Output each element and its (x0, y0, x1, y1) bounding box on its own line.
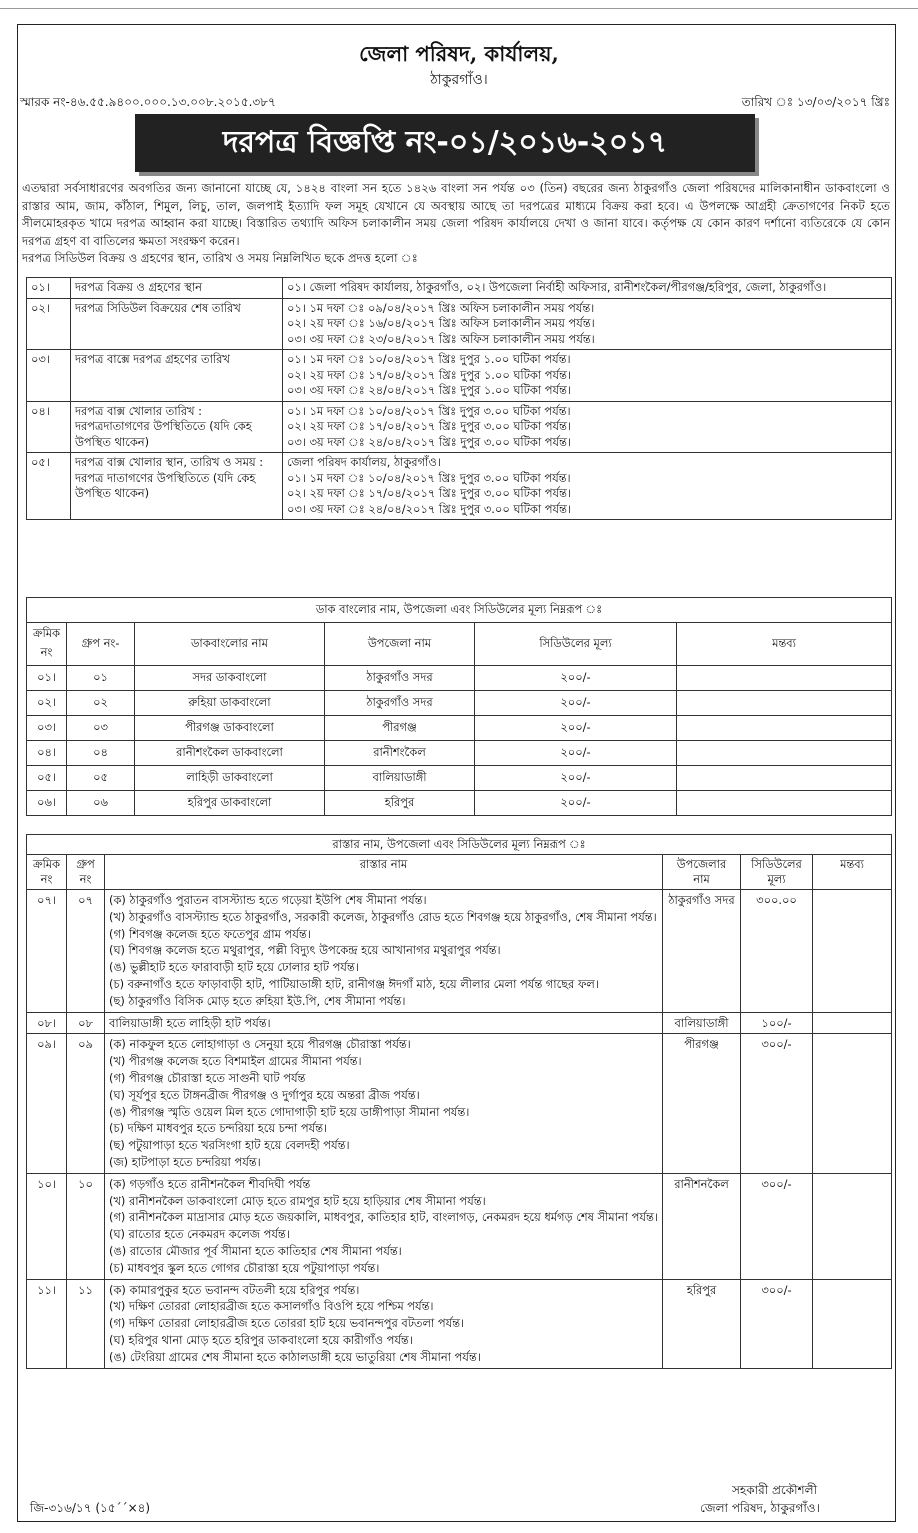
schedule-line: ০১। ১ম দফা ঃ ১০/০৪/২০১৭ খ্রিঃ দুপুর ৩.০০ ঘটিকা পর্যন্ত। (287, 470, 571, 485)
dakbungalow-cell: রুহিয়া ডাকবাংলো (135, 691, 325, 716)
dakbungalow-cell: লাহিড়ী ডাকবাংলো (135, 766, 325, 791)
road-line: (খ) পীরগঞ্জ কলেজ হতে বিশমাইল গ্রামের সীমানা পর্যন্ত। (109, 1054, 362, 1069)
dakbungalow-cell: পীরগঞ্জ ডাকবাংলো (135, 716, 325, 741)
road-names (105, 1012, 663, 1034)
schedule-line: ০১। ১ম দফা ঃ ১০/০৪/২০১৭ খ্রিঃ দুপুর ৩.০০ ঘটিকা পর্যন্ত। (287, 403, 571, 418)
road-line: (চ) দক্ষিণ মাধবপুর হতে চন্দরিয়া হয়ে চন্দা পর্যন্ত। (109, 1121, 328, 1136)
road-line: (ঙ) টেংরিয়া গ্রামের শেষ সীমানা হতে কাঠালডাঙ্গী হয়ে ভাতুরিয়া শেষ সীমানা পর্যন্ত। (109, 1349, 481, 1364)
dakbungalow-header: সিডিউলের মূল্য (475, 623, 677, 666)
dakbungalow-cell (677, 691, 892, 716)
schedule-no: ০৪। (27, 401, 71, 453)
dakbungalow-cell: ০২। (27, 691, 67, 716)
road-line: (ঙ) রাতোর মৌজার পূর্ব সীমানা হতে কাতিহার শেষ সীমানা পর্যন্ত। (109, 1243, 402, 1258)
office-place: ঠাকুরগাঁও। (430, 72, 488, 88)
road-no: ০৮। (27, 1012, 67, 1034)
road-upazila: ঠাকুরগাঁও সদর (663, 890, 741, 1013)
schedule-line: ০১। জেলা পরিষদ কার্যালয়, ঠাকুরগাঁও, ০২। উপজেলা নির্বাহী অফিসার, রানীশংকৈল/পীরগঞ্জ/হরিপুর, জেলা, ঠাকুরগাঁও। (287, 280, 827, 294)
road-line: (গ) রানীশনকৈল মাদ্রাসার মোড় হতে জয়কালি, মাধবপুর, কাতিহার হাট, বাংলাগড়, নেকমরদ হয়ে ধর্মগড় শেষ সীমানা পর্যন্ত। (109, 1210, 658, 1225)
dakbungalow-cell: ২০০/- (475, 766, 677, 791)
road-line: (ঘ) শিবগঞ্জ কলেজ হতে মথুরাপুর, পল্লী বিদ্যুৎ উপকেন্দ্র হয়ে আখানাগর মথুরাপুর পর্যন্ত। (109, 943, 501, 958)
schedule-line: ০৩। ৩য় দফা ঃ ২৪/০৪/২০১৭ খ্রিঃ দুপুর ১.০০ ঘটিকা পর্যন্ত। (287, 383, 571, 397)
dakbungalow-cell: ২০০/- (475, 691, 677, 716)
table-row (27, 716, 892, 741)
road-remark (813, 1279, 892, 1368)
table-row (27, 766, 892, 791)
table-row (27, 1034, 892, 1173)
road-no: ১১। (27, 1279, 67, 1368)
memo-number: স্মারক নং-৪৬.৫৫.৯৪০০.০০০.১৩.০০৮.২০১৫.৩৮৭ (20, 95, 276, 109)
schedule-row (27, 278, 892, 299)
road-header: মন্তব্য (813, 855, 892, 890)
schedule-no: ০৩। (27, 350, 71, 402)
top-edge-strip (0, 0, 918, 9)
road-remark (813, 1173, 892, 1279)
dakbungalow-cell: ০১ (67, 666, 135, 691)
dakbungalow-cell: ০৫ (67, 766, 135, 791)
road-line: (গ) দক্ষিণ তোররা লোহারব্রীজ হতে তোররা হাট হয়ে ভবানন্দপুর বটতলা পর্যন্ত। (109, 1316, 465, 1331)
road-price: ৩০০/- (741, 1173, 813, 1279)
schedule-details (283, 453, 892, 520)
dakbungalow-cell: ২০০/- (475, 791, 677, 816)
road-price: ১০০/- (741, 1012, 813, 1034)
table-row (27, 1279, 892, 1368)
schedule-no: ০১। (27, 278, 71, 299)
road-group: ০৭ (67, 890, 105, 1013)
road-header: রাস্তার নাম (105, 855, 663, 890)
print-code: জি-৩১৬/১৭ (১৫´´×৪) (30, 1501, 151, 1515)
road-line: (ক) ঠাকুরগাঁও পুরাতন বাসস্ট্যান্ড হতে গড়েয়া ইউপি শেষ সীমানা পর্যন্ত। (109, 893, 427, 907)
schedule-no: ০২। (27, 298, 71, 350)
dakbungalow-cell: ২০০/- (475, 741, 677, 766)
road-remark (813, 1012, 892, 1034)
table-row (27, 741, 892, 766)
road-no: ১০। (27, 1173, 67, 1279)
dakbungalow-cell: ০২ (67, 691, 135, 716)
road-line: (জ) হাটপাড়া হতে চন্দরিয়া পর্যন্ত। (109, 1154, 261, 1169)
dakbungalow-cell: ০৫। (27, 766, 67, 791)
schedule-line: ০২। ২য় দফা ঃ ১৭/০৪/২০১৭ খ্রিঃ দুপুর ৩.০০ ঘটিকা পর্যন্ত। (287, 486, 571, 500)
road-group: ০৯ (67, 1034, 105, 1173)
dakbungalow-header: উপজেলা নাম (325, 623, 475, 666)
road-upazila: বালিয়াডাঙ্গী (663, 1012, 741, 1034)
dakbungalow-cell: ২০০/- (475, 716, 677, 741)
schedule-line: ০৩। ৩য় দফা ঃ ২৪/০৪/২০১৭ খ্রিঃ দুপুর ৩.০০ ঘটিকা পর্যন্ত। (287, 501, 571, 516)
signer-title: সহকারী প্রকৌশলী (732, 1483, 818, 1497)
road-names (105, 1034, 663, 1173)
road-line: (ক) গড়গাঁও হতে রানীশনকৈল শীবদিঘী পর্যন্ত (109, 1176, 311, 1191)
road-line: (ছ) ঠাকুরগাঁও বিসিক মোড় হতে রুহিয়া ইউ.পি, শেষ সীমানা পর্যন্ত। (109, 993, 406, 1008)
tender-notice-banner: দরপত্র বিজ্ঞপ্তি নং-০১/২০১৬-২০১৭ (135, 114, 755, 172)
schedule-line: জেলা পরিষদ কার্যালয়, ঠাকুরগাঁও। (287, 455, 441, 469)
dakbungalow-header: মন্তব্য (677, 623, 892, 666)
table-row (27, 1012, 892, 1034)
dakbungalow-table (26, 597, 892, 816)
table-row (27, 1173, 892, 1279)
table-row (27, 791, 892, 816)
schedule-details (283, 350, 892, 402)
dakbungalow-cell: ০৩ (67, 716, 135, 741)
road-no: ০৭। (27, 890, 67, 1013)
dakbungalow-cell: বালিয়াডাঙ্গী (325, 766, 475, 791)
road-names (105, 1279, 663, 1368)
schedule-line: ০২। ২য় দফা ঃ ১৭/০৪/২০১৭ খ্রিঃ দুপুর ১.০০ ঘটিকা পর্যন্ত। (287, 367, 571, 382)
road-names (105, 1173, 663, 1279)
schedule-line: ০১। ১ম দফা ঃ ১০/০৪/২০১৭ খ্রিঃ দুপুর ১.০০ ঘটিকা পর্যন্ত। (287, 352, 571, 366)
schedule-row (27, 453, 892, 520)
dakbungalow-cell (677, 791, 892, 816)
dakbungalow-cell: ঠাকুরগাঁও সদর (325, 666, 475, 691)
intro-text (22, 180, 890, 268)
road-line: (খ) রানীশনকৈল ডাকবাংলো মোড় হতে রামপুর হাট হয়ে হাড়িয়ার শেষ সীমানা পর্যন্ত। (109, 1193, 486, 1208)
road-no: ০৯। (27, 1034, 67, 1173)
road-group: ০৮ (67, 1012, 105, 1034)
road-upazila: পীরগঞ্জ (663, 1034, 741, 1173)
dakbungalow-cell: হরিপুর (325, 791, 475, 816)
dakbungalow-cell: ০১। (27, 666, 67, 691)
schedule-line: ০২। ২য় দফা ঃ ১৬/০৪/২০১৭ খ্রিঃ অফিস চলাকালীন সময় পর্যন্ত। (287, 316, 595, 330)
notice-date: তারিখ ঃ ১৩/০৩/২০১৭ খ্রিঃ (741, 95, 890, 109)
schedule-line: ০২। ২য় দফা ঃ ১৭/০৪/২০১৭ খ্রিঃ দুপুর ৩.০০ ঘটিকা পর্যন্ত। (287, 419, 571, 433)
road-header: সিডিউলের মূল্য (741, 855, 813, 890)
table-row (27, 666, 892, 691)
dakbungalow-cell (677, 766, 892, 791)
dakbungalow-cell: ঠাকুরগাঁও সদর (325, 691, 475, 716)
road-line: (চ) মাধবপুর স্কুল হতে গোগর চৌরাস্তা হয়ে পটুয়াপাড়া পর্যন্ত। (109, 1260, 380, 1275)
schedule-row (27, 401, 892, 453)
dakbungalow-cell: পীরগঞ্জ (325, 716, 475, 741)
schedule-line: ০৩। ৩য় দফা ঃ ২৩/০৪/২০১৭ খ্রিঃ অফিস চলাকালীন সময় পর্যন্ত। (287, 331, 595, 346)
road-group: ১০ (67, 1173, 105, 1279)
road-price: ৩০০.০০ (741, 890, 813, 1013)
schedule-label: দরপত্র সিডিউল বিক্রয়ের শেষ তারিখ (71, 298, 283, 350)
road-group: ১১ (67, 1279, 105, 1368)
dakbungalow-cell (677, 716, 892, 741)
road-line: (ক) কামারপুকুর হতে ভবানন্দ বটতলী হয়ে হরিপুর পর্যন্ত। (109, 1282, 360, 1297)
schedule-details (283, 401, 892, 453)
road-line: (ঘ) রাতোর হতে নেকমরদ কলেজ পর্যন্ত। (109, 1227, 290, 1242)
dakbungalow-cell (677, 741, 892, 766)
schedule-label: দরপত্র বাক্সে দরপত্র গ্রহণের তারিখ (71, 350, 283, 402)
road-line: (ঘ) সূর্যপুর হতে টাঙ্গনব্রীজ পীরগঞ্জ ও দুর্গাপুর হয়ে অন্তরা ব্রীজ পর্যন্ত। (109, 1087, 420, 1102)
road-remark (813, 890, 892, 1013)
intro-schedule-line: দরপত্র সিডিউল বিক্রয় ও গ্রহণের স্থান, তারিখ ও সময় নিম্নলিখিত ছকে প্রদত্ত হলো ঃ (22, 251, 418, 265)
table-row (27, 890, 892, 1013)
schedule-table (26, 277, 892, 520)
schedule-line: ০৩। ৩য় দফা ঃ ২৪/০৪/২০১৭ খ্রিঃ দুপুর ৩.০০ ঘটিকা পর্যন্ত। (287, 434, 571, 449)
dakbungalow-cell: ০৪। (27, 741, 67, 766)
dakbungalow-cell: রানীশংকৈল ডাকবাংলো (135, 741, 325, 766)
dakbungalow-header: ডাকবাংলোর নাম (135, 623, 325, 666)
road-line: (খ) দক্ষিণ তোররা লোহারব্রীজ হতে কসালগাঁও বিওপি হয়ে পশ্চিম পর্যন্ত। (109, 1299, 434, 1314)
dakbungalow-cell: ০৪ (67, 741, 135, 766)
schedule-label: দরপত্র বিক্রয় ও গ্রহণের স্থান (71, 278, 283, 299)
road-price: ৩০০/- (741, 1034, 813, 1173)
road-line: (ঙ) ভুল্লীহাট হতে ফারাবাড়ী হাট হয়ে ঢোলার হাট পর্যন্ত। (109, 960, 359, 975)
road-upazila: রানীশনকৈল (663, 1173, 741, 1279)
road-upazila: হরিপুর (663, 1279, 741, 1368)
office-title: জেলা পরিষদ, কার্যালয়, (359, 41, 559, 66)
schedule-row (27, 350, 892, 402)
schedule-line: ০১। ১ম দফা ঃ ০৯/০৪/২০১৭ খ্রিঃ অফিস চলাকালীন সময় পর্যন্ত। (287, 300, 595, 315)
dakbungalow-header: গ্রুপ নং- (67, 623, 135, 666)
road-line: (গ) পীরগঞ্জ চৌরাস্তা হতে সাগুনী ঘাট পর্যন্ত (109, 1070, 306, 1085)
road-header: গ্রুপ নং (67, 855, 105, 890)
dakbungalow-cell: ২০০/- (475, 666, 677, 691)
schedule-details (283, 278, 892, 299)
road-caption: রাস্তার নাম, উপজেলা এবং সিডিউলের মূল্য নিম্নরূপ ঃ (27, 835, 892, 855)
schedule-label: দরপত্র বাক্স খোলার তারিখ : দরপত্রদাতাগণের উপস্থিতিতে (যদি কেহ উপস্থিত থাকেন) (71, 401, 283, 453)
dakbungalow-cell: সদর ডাকবাংলো (135, 666, 325, 691)
intro-paragraph: এতদ্বারা সর্বসাধারণের অবগতির জন্য জানানো যাচ্ছে যে, ১৪২৪ বাংলা সন হতে ১৪২৬ বাংলা সন পর্যন্ত ০৩ (তিন) বছরের জন্য ঠাকুরগাঁও জেলা পরিষদের মালিকানাধীন ডাকবাংলো ও রাস্তার আম, জাম, কাঁঠাল, শিমুল, লিচু, তাল, জলপাই ইত্যাদি ফল সমূহ যেখানে যে অবস্থায় আছে তা দরপত্রের মাধ্যমে বিক্রয় করা হবে। এ উপলক্ষে আগ্রহী ক্রেতাগণের নিকট হতে সীলমোহরকৃত খামে দরপত্র আহ্বান করা যাচ্ছে। বিস্তারিত তথ্যাদি অফিস চলাকালীন সময় জেলা পরিষদ কার্যালয়ে দেখা ও জানা যাবে। কর্তৃপক্ষ যে কোন কারণ দর্শানো ব্যতিরেকে যে কোন দরপত্র গ্রহণ বা বাতিলের ক্ষমতা সংরক্ষণ করেন। (22, 181, 890, 248)
dakbungalow-cell: ০৬ (67, 791, 135, 816)
dakbungalow-cell: হরিপুর ডাকবাংলো (135, 791, 325, 816)
road-line: (গ) শিবগঞ্জ কলেজ হতে ফতেপুর গ্রাম পর্যন্ত। (109, 926, 311, 941)
road-line: (চ) বরুনাগাঁও হতে ফাড়াবাড়ী হাট, পাটিয়াডাঙ্গী হাট, রানীগঞ্জ ঈদগাঁ মাঠ, হয়ে লীলার মেলা পর্যন্ত গাছের ফল। (109, 976, 599, 991)
road-remark (813, 1034, 892, 1173)
schedule-label: দরপত্র বাক্স খোলার স্থান, তারিখ ও সময় : দরপত্র দাতাগণের উপস্থিতিতে (যদি কেহ উপস্থিত থাকেন) (71, 453, 283, 520)
dakbungalow-cell: ০৩। (27, 716, 67, 741)
road-line: (খ) ঠাকুরগাঁও বাসস্ট্যান্ড হতে ঠাকুরগাঁও, সরকারী কলেজ, ঠাকুরগাঁও রোড হতে শিবগঞ্জ হয়ে ঠাকুরগাঁও, শেষ সীমানা পর্যন্ত। (109, 909, 657, 924)
signer-office: জেলা পরিষদ, ঠাকুরগাঁও। (700, 1501, 820, 1515)
dakbungalow-cell (677, 666, 892, 691)
road-line: (ছ) পটুয়াপাড়া হতে খরসিংগা হাট হয়ে বেলদহী পর্যন্ত। (109, 1138, 350, 1153)
table-row (27, 691, 892, 716)
dakbungalow-cell: রানীশংকৈল (325, 741, 475, 766)
dakbungalow-caption: ডাক বাংলোর নাম, উপজেলা এবং সিডিউলের মূল্য নিম্নরূপ ঃ (27, 598, 892, 623)
schedule-no: ০৫। (27, 453, 71, 520)
road-price: ৩০০/- (741, 1279, 813, 1368)
road-line: বালিয়াডাঙ্গী হতে লাহিড়ী হাট পর্যন্ত। (109, 1015, 271, 1030)
schedule-row (27, 298, 892, 350)
schedule-details (283, 298, 892, 350)
road-names (105, 890, 663, 1013)
road-header: উপজেলার নাম (663, 855, 741, 890)
road-line: (ক) নাকফুল হতে লোহাগাড়া ও সেনুয়া হয়ে পীরগঞ্জ চৌরাস্তা পর্যন্ত। (109, 1037, 411, 1052)
road-header: ক্রমিক নং (27, 855, 67, 890)
dakbungalow-header: ক্রমিক নং (27, 623, 67, 666)
road-line: (ঙ) পীরগঞ্জ স্মৃতি ওয়েল মিল হতে গোদাগাড়ী হাট হয়ে ডাঙ্গীপাড়া সীমানা পর্যন্ত। (109, 1104, 470, 1119)
road-line: (ঘ) হরিপুর থানা মোড় হতে হরিপুর ডাকবাংলো হয়ে কারীগাঁও পর্যন্ত। (109, 1332, 413, 1347)
road-table (26, 834, 892, 1369)
dakbungalow-cell: ০৬। (27, 791, 67, 816)
